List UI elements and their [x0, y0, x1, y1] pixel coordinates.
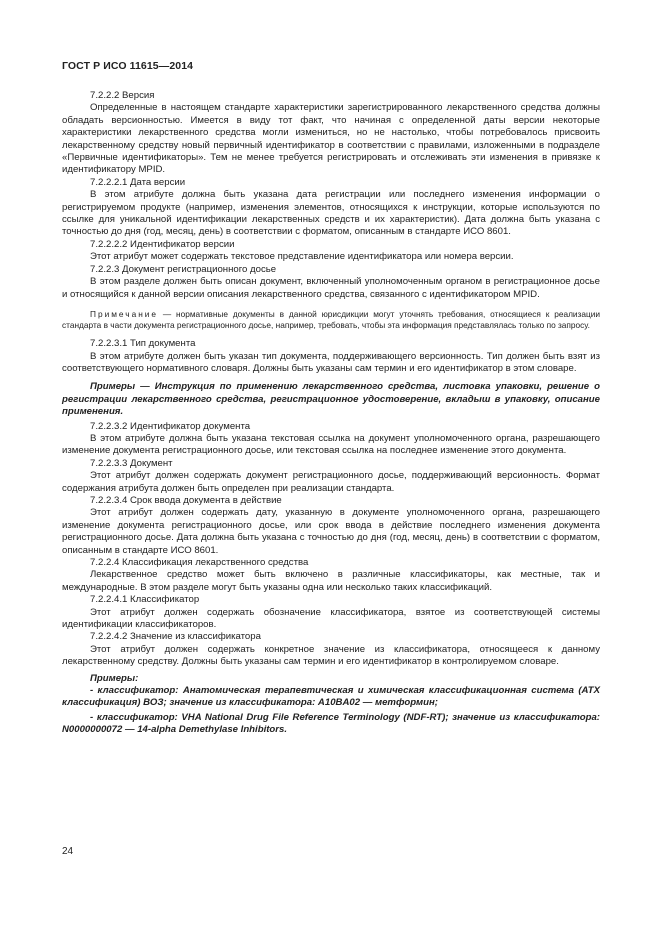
- section-heading: 7.2.2.2 Версия: [90, 90, 155, 101]
- section-heading: 7.2.2.2.1 Дата версии: [90, 176, 186, 188]
- body-paragraph: Лекарственное средство может быть включено в различные классификаторы, как местные, так и международные. В этом разделе могут быть указаны одна или несколько таких классификаций.: [62, 569, 600, 593]
- example-item: - классификатор: VHA National Drug File Reference Terminology (NDF-RT); значение из классификатора: N0000000072 — 14-alpha Demethylase Inhibitors.: [62, 711, 600, 736]
- body-paragraph: В этом атрибуте должна быть указана дата регистрации или последнего изменения информации о регистрируемом продукте (например, изменения элементов, относящихся к инструкции, которые используются по ссылке для уникальной идентификации лекарственных средств и их характеристик). Дата должна быть указана с точностью до дня (год, месяц, день) в соответствии с форматом, описанным в стандарте ИСО 8601.: [62, 189, 600, 238]
- page-number: 24: [62, 846, 74, 857]
- body-paragraph: Этот атрибут должен содержать документ регистрационного досье, поддерживающий версионность. Формат содержания атрибута должен быть определен при реализации стандарта.: [62, 470, 600, 494]
- section-heading: 7.2.2.3.2 Идентификатор документа: [90, 420, 251, 432]
- body-paragraph: Этот атрибут должен содержать конкретное значение из классификатора, относящееся к данному лекарственному средству. Должны быть указаны сам термин и его идентификатор в контролируемом словаре.: [62, 643, 600, 668]
- section-heading: 7.2.2.3.3 Документ: [90, 457, 173, 469]
- section-heading: 7.2.2.3.4 Срок ввода документа в действие: [90, 494, 282, 506]
- document-body: [62, 90, 600, 739]
- section-heading: 7.2.2.4.2 Значение из классификатора: [90, 631, 261, 643]
- examples-paragraph: Примеры — Инструкция по применению лекарственного средства, листовка упаковки, решение о регистрации лекарственного средства, регистрационное удостоверение, вкладыш в упаковку, описание применения.: [62, 381, 600, 418]
- note-paragraph: [62, 309, 600, 330]
- examples-heading: Примеры:: [90, 672, 139, 684]
- section-heading: 7.2.2.3 Документ регистрационного досье: [90, 263, 277, 275]
- body-paragraph: В этом атрибуте должен быть указан тип документа, поддерживающего версионность. Тип должен быть взят из соответствующего нормативного словаря. Должны быть указаны сам термин и его идентификатор в этом словаре.: [62, 350, 600, 374]
- example-item: - классификатор: Анатомическая терапевтическая и химическая классификационная система (ATX классификация) ВОЗ; значение из классификатора: A10BA02 — метформин;: [62, 685, 600, 709]
- body-paragraph: Определенные в настоящем стандарте характеристики зарегистрированного лекарственного средства должны обладать версионностью. Имеется в виду тот факт, что начиная с определенной даты версии некоторые характеристики лекарственного средства могли измениться, но не настолько, чтобы потребовалось присвоить лекарственному средству новый первичный идентификатор в соответствии с правилами, изложенными в подразделе «Первичные идентификаторы». Тем не менее требуется регистрировать и отслеживать эти изменения в привязке к идентификатору MPID.: [62, 102, 600, 176]
- note-text: — нормативные документы в данной юрисдикции могут уточнять требования, относящиеся к реализации стандарта в части документа регистрационного досье, например, требовать, чтобы эта информация представлялась только по запросу.: [62, 308, 600, 330]
- section-heading: 7.2.2.3.1 Тип документа: [90, 338, 196, 350]
- note-label: Примечание: [90, 308, 159, 319]
- body-paragraph: Этот атрибут должен содержать обозначение классификатора, взятое из соответствующей системы идентификации классификаторов.: [62, 606, 600, 631]
- body-paragraph: В этом разделе должен быть описан документ, включенный уполномоченным органом в регистрационное досье и относящийся к данной версии описания лекарственного средства, связанного с идентификатором MPID.: [62, 276, 600, 300]
- body-paragraph: Этот атрибут должен содержать дату, указанную в документе уполномоченного органа, разрешающего изменение документа регистрационного досье, или срок ввода в действие последнего изменения документа регистрационного досье. Дата должна быть указана с точностью до дня (год, месяц, день) в соответствии с форматом, описанным в стандарте ИСО 8601.: [62, 507, 600, 556]
- body-paragraph: Этот атрибут может содержать текстовое представление идентификатора или номера версии.: [90, 251, 514, 263]
- section-heading: 7.2.2.2.2 Идентификатор версии: [90, 238, 235, 250]
- body-paragraph: В этом атрибуте должна быть указана текстовая ссылка на документ уполномоченного органа, разрешающего изменение документа регистрационного досье, или текстовая ссылка на последнее изменение этого документа.: [62, 432, 600, 457]
- section-heading: 7.2.2.4.1 Классификатор: [90, 594, 200, 606]
- section-heading: 7.2.2.4 Классификация лекарственного средства: [90, 557, 309, 568]
- standard-header: ГОСТ Р ИСО 11615—2014: [62, 60, 194, 72]
